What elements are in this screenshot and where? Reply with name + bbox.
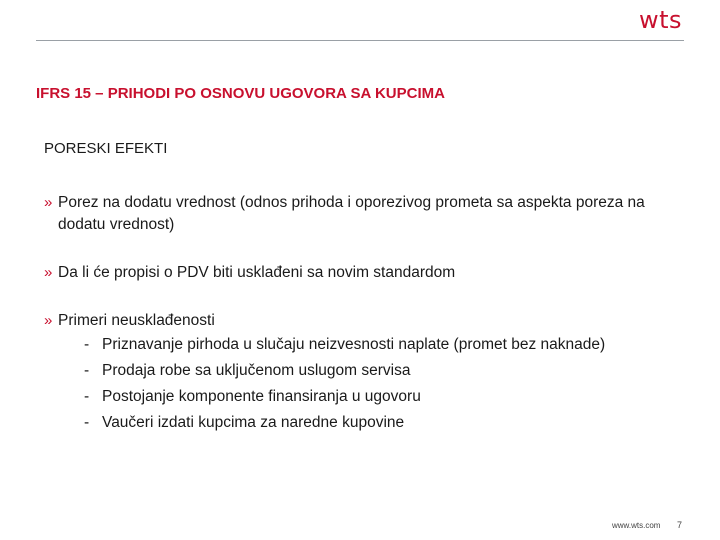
- bullet-item: [44, 310, 674, 436]
- sub-item: [58, 410, 632, 436]
- dash-marker: -: [84, 336, 90, 353]
- bullet-marker-icon: »: [44, 194, 53, 211]
- bullet-text: Porez na dodatu vrednost (odnos prihoda i oporezivog prometa sa aspekta poreza na dodatu vrednost): [58, 194, 645, 233]
- bullet-text: Primeri neusklađenosti: [58, 312, 215, 329]
- footer-website-link[interactable]: www.wts.com: [612, 521, 661, 530]
- slide-subtitle: PORESKI EFEKTI: [44, 140, 168, 157]
- bullet-text: Da li će propisi o PDV biti usklađeni sa novim standardom: [58, 264, 456, 281]
- wts-logo: wts: [638, 6, 682, 34]
- sub-item: [58, 358, 632, 384]
- sub-item: [58, 384, 632, 410]
- sub-item-text: Priznavanje pirhoda u slučaju neizvesnosti naplate (promet bez naknade): [102, 336, 606, 353]
- dash-marker: -: [84, 414, 90, 431]
- bullet-marker-icon: »: [44, 312, 53, 329]
- slide-title: IFRS 15 – PRIHODI PO OSNOVU UGOVORA SA KUPCIMA: [36, 85, 445, 102]
- page-number: 7: [677, 520, 683, 530]
- dash-marker: -: [84, 362, 90, 379]
- header-divider: [36, 40, 684, 41]
- sub-item-text: Postojanje komponente finansiranja u ugovoru: [102, 388, 421, 405]
- sub-item: [58, 332, 632, 358]
- bullet-list: [44, 192, 674, 436]
- dash-marker: -: [84, 388, 90, 405]
- sub-item-text: Prodaja robe sa uključenom uslugom servisa: [102, 362, 411, 379]
- bullet-item: [44, 262, 674, 284]
- bullet-marker-icon: »: [44, 264, 53, 281]
- sub-list: [58, 332, 674, 436]
- sub-item-text: Vaučeri izdati kupcima za naredne kupovine: [102, 414, 405, 431]
- bullet-item: [44, 192, 674, 236]
